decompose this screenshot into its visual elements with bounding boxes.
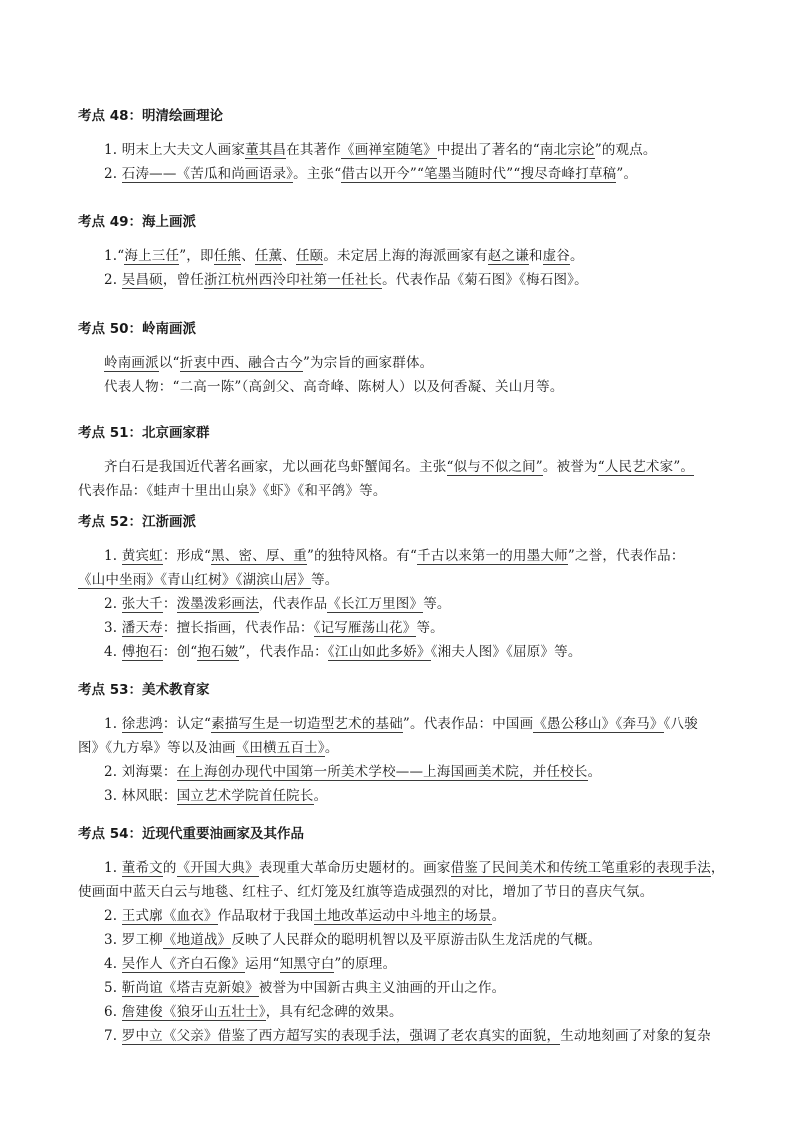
text-line xyxy=(78,930,728,950)
underlined-keyword: 海上三任 xyxy=(124,248,180,264)
underlined-keyword: 《长江万里图》 xyxy=(327,596,424,612)
text-run: 1. xyxy=(104,548,122,564)
underlined-keyword: 潘天寿 xyxy=(121,620,163,636)
underlined-keyword: 国立艺术学院首任院长 xyxy=(176,788,314,804)
underlined-keyword: 黑、密、厚、重 xyxy=(211,548,307,564)
text-run: 。主张“ xyxy=(293,166,342,182)
underlined-keyword: 千古以来第一的用墨大师 xyxy=(417,548,568,564)
text-run: ”。代表作品：中国画 xyxy=(402,716,534,732)
text-run: 4. xyxy=(104,956,122,972)
underlined-keyword: 岭南画派 xyxy=(104,355,159,371)
underlined-keyword: 泼墨泼彩画法 xyxy=(176,596,259,612)
text-line: 代表作品：《蛙声十里出山泉》《虾》《和平鸽》等。 xyxy=(78,483,387,499)
text-run: 1. 明末上大夫文人画家 xyxy=(104,142,246,158)
text-run: 6. xyxy=(104,1004,122,1020)
text-line xyxy=(78,353,728,373)
text-line xyxy=(78,906,728,926)
text-run: 生动地刻画了对象的复杂 xyxy=(560,1028,711,1044)
text-run: 中提出了著名的“ xyxy=(436,142,540,158)
text-line xyxy=(78,738,728,758)
text-run: 的 xyxy=(162,860,177,876)
underlined-keyword: 土地改革运动中斗地主的场景 xyxy=(313,908,492,924)
text-line xyxy=(78,714,728,734)
text-run: ： xyxy=(162,596,177,612)
text-run: 和 xyxy=(528,248,543,264)
text-run: 1. xyxy=(104,860,122,876)
text-run: ， xyxy=(710,860,725,876)
section-heading: 考点 50：岭南画派 xyxy=(78,321,196,337)
underlined-keyword: 任颐 xyxy=(295,248,324,264)
text-run: 3. 林风眠： xyxy=(104,788,177,804)
text-run: 、 xyxy=(241,248,255,264)
text-run: 等。 xyxy=(311,572,339,588)
underlined-keyword: 抱石皴 xyxy=(197,644,239,660)
text-run: 在其著作 xyxy=(286,142,341,158)
text-run: 《八骏 xyxy=(663,716,698,732)
underlined-keyword: 张大千 xyxy=(121,596,163,612)
underlined-keyword: 折衷中西、融合古今 xyxy=(179,355,303,371)
underlined-keyword: 吴作人《齐白石像》 xyxy=(121,956,246,972)
underlined-keyword: 董希文 xyxy=(121,860,163,876)
text-run: 2. xyxy=(104,166,122,182)
underlined-keyword: 《画禅室随笔》 xyxy=(341,142,437,158)
text-run: 反映了人民群众的聪明机智以及平原游击队生龙活虎的气概。 xyxy=(231,932,602,948)
text-line xyxy=(78,594,728,614)
text-run: ”的独特风格。有“ xyxy=(307,548,418,564)
underlined-keyword: 《地道战》 xyxy=(162,932,232,948)
underlined-keyword: 黄宾虹 xyxy=(121,548,163,564)
text-run: 3. 罗工柳 xyxy=(104,932,163,948)
text-run: 7. xyxy=(104,1028,122,1044)
underlined-keyword: 借鉴了民间美术和传统工笔重彩的表现手法 xyxy=(450,860,711,876)
text-run: 5. xyxy=(104,980,122,996)
text-run: ”之誉，代表作品： xyxy=(567,548,685,564)
text-run: 、 xyxy=(282,248,296,264)
underlined-keyword: 《愚公移山》《奔马》 xyxy=(533,716,664,732)
text-line xyxy=(78,858,728,878)
text-run: 。 xyxy=(587,764,602,780)
section xyxy=(78,319,728,401)
text-run: 。未定居上海的海派画家有 xyxy=(323,248,488,264)
underlined-keyword: 石涛——《苦瓜和尚画语录》 xyxy=(121,166,294,182)
text-run: ：创“ xyxy=(162,644,198,660)
text-run: 表现重大革命历史题材的。画家 xyxy=(258,860,451,876)
text-run: ”的原理。 xyxy=(334,956,397,972)
text-run: 1. xyxy=(104,716,122,732)
text-line xyxy=(78,164,728,184)
text-run: ，曾任 xyxy=(162,272,204,288)
text-run: ：擅长指画，代表作品： xyxy=(162,620,314,636)
section xyxy=(78,680,728,810)
underlined-keyword: 任熊 xyxy=(213,248,242,264)
text-run: ”的观点。 xyxy=(594,142,657,158)
underlined-keyword: 《山中坐雨》《青山红树》《湖滨山居》 xyxy=(78,572,312,588)
underlined-keyword: 南北宗论 xyxy=(539,142,595,158)
underlined-keyword: 《开国大典》 xyxy=(176,860,259,876)
text-line xyxy=(78,762,728,782)
text-run: 。代表作品《菊石图》《梅石图》。 xyxy=(382,272,588,288)
underlined-keyword: 靳尚谊《塔吉克新娘》 xyxy=(121,980,259,996)
section-heading: 考点 48：明清绘画理论 xyxy=(78,108,223,124)
text-run: 4. xyxy=(104,644,122,660)
text-line xyxy=(78,618,728,638)
section-heading: 考点 53：美术教育家 xyxy=(78,682,210,698)
text-line xyxy=(78,642,728,662)
text-run: 2. xyxy=(104,908,122,924)
text-run: 2. 刘海粟： xyxy=(104,764,177,780)
text-run: 图》《九方皋》等以及油画 xyxy=(78,740,236,756)
text-line xyxy=(78,978,728,998)
section xyxy=(78,212,728,294)
text-run: 1.“ xyxy=(104,248,125,264)
text-line xyxy=(78,954,728,974)
text-line xyxy=(78,546,728,566)
text-run: 作品取材于我国 xyxy=(217,908,314,924)
underlined-keyword: “人民艺术家”。 xyxy=(597,459,695,475)
text-run: ”。 xyxy=(616,166,638,182)
section xyxy=(78,423,728,505)
underlined-keyword: 詹建俊《狼牙山五壮士》 xyxy=(121,1004,266,1020)
text-run: 。被誉为 xyxy=(542,459,598,475)
text-line xyxy=(78,246,728,266)
text-line: 使画面中蓝天白云与地毯、红柱子、红灯笼及红旗等造成强烈的对比，增加了节日的喜庆气氛。 xyxy=(78,884,654,900)
underlined-keyword: 《田横五百士》 xyxy=(235,740,325,756)
text-line xyxy=(78,457,728,477)
text-run: ”，即 xyxy=(179,248,214,264)
text-run: 。 xyxy=(569,248,584,264)
text-run: ”为宗旨的画家群体。 xyxy=(302,355,434,371)
text-run: ，代表作品 xyxy=(258,596,328,612)
section xyxy=(78,512,728,666)
text-run: 《湘夫人图》《屈原》等。 xyxy=(430,644,582,660)
text-line xyxy=(78,786,728,806)
text-run: 被誉为中国新古典主义油画的开山之作。 xyxy=(258,980,506,996)
text-run: 等。 xyxy=(416,620,444,636)
underlined-keyword: 在上海创办现代中国第一所美术学校——上海国画美术院，并任校长 xyxy=(176,764,588,780)
text-run: 以“ xyxy=(158,355,180,371)
section-heading: 考点 51：北京画家群 xyxy=(78,425,210,441)
text-line xyxy=(78,570,728,590)
underlined-keyword: 王式廓《血衣》 xyxy=(121,908,218,924)
text-run: ”，代表作品： xyxy=(238,644,328,660)
text-run: 运用“ xyxy=(245,956,280,972)
text-run: 2. xyxy=(104,596,122,612)
underlined-keyword: 《江山如此多娇》 xyxy=(327,644,431,660)
underlined-keyword: 虚谷 xyxy=(542,248,570,264)
section xyxy=(78,106,728,188)
text-run: 齐白石是我国近代著名画家，尤以画花鸟虾蟹闻名。主张 xyxy=(104,459,447,475)
underlined-keyword: 傅抱石 xyxy=(121,644,163,660)
text-run: 。 xyxy=(313,788,328,804)
underlined-keyword: 罗中立《父亲》借鉴了西方超写实的表现手法，强调了老农真实的面貌， xyxy=(121,1028,561,1044)
underlined-keyword: 《记写雁荡山花》 xyxy=(313,620,417,636)
text-line xyxy=(78,270,728,290)
section-heading: 考点 49：海上画派 xyxy=(78,214,196,230)
section-heading: 考点 52：江浙画派 xyxy=(78,514,196,530)
text-run: ，具有纪念碑的效果。 xyxy=(265,1004,403,1020)
underlined-keyword: 知黑守白 xyxy=(279,956,335,972)
text-line xyxy=(78,377,728,397)
underlined-keyword: “似与不似之间” xyxy=(446,459,543,475)
underlined-keyword: 赵之谦 xyxy=(487,248,529,264)
text-run: 3. xyxy=(104,620,122,636)
text-run: ：形成“ xyxy=(162,548,212,564)
text-run: 。 xyxy=(491,908,506,924)
underlined-keyword: 徐悲鸿 xyxy=(121,716,163,732)
section-heading: 考点 54：近现代重要油画家及其作品 xyxy=(78,826,304,842)
underlined-keyword: 借古以开今”“笔墨当随时代”“搜尽奇峰打草稿 xyxy=(341,166,617,182)
underlined-keyword: 浙江杭州西泠印社第一任社长 xyxy=(204,272,383,288)
text-run: ：认定“ xyxy=(162,716,212,732)
underlined-keyword: 素描写生是一切造型艺术的基础 xyxy=(211,716,403,732)
text-line xyxy=(78,1026,728,1046)
text-run: 等。 xyxy=(423,596,451,612)
underlined-keyword: 吴昌硕 xyxy=(121,272,163,288)
text-run: 代表人物：“二高一陈”（高剑父、高奇峰、陈树人）以及何香凝、关山月等。 xyxy=(104,379,564,395)
text-run: 。 xyxy=(324,740,339,756)
text-run: 2. xyxy=(104,272,122,288)
text-line xyxy=(78,140,728,160)
underlined-keyword: 董其昌 xyxy=(245,142,287,158)
section xyxy=(78,824,728,1050)
underlined-keyword: 任薰 xyxy=(254,248,283,264)
text-line xyxy=(78,1002,728,1022)
